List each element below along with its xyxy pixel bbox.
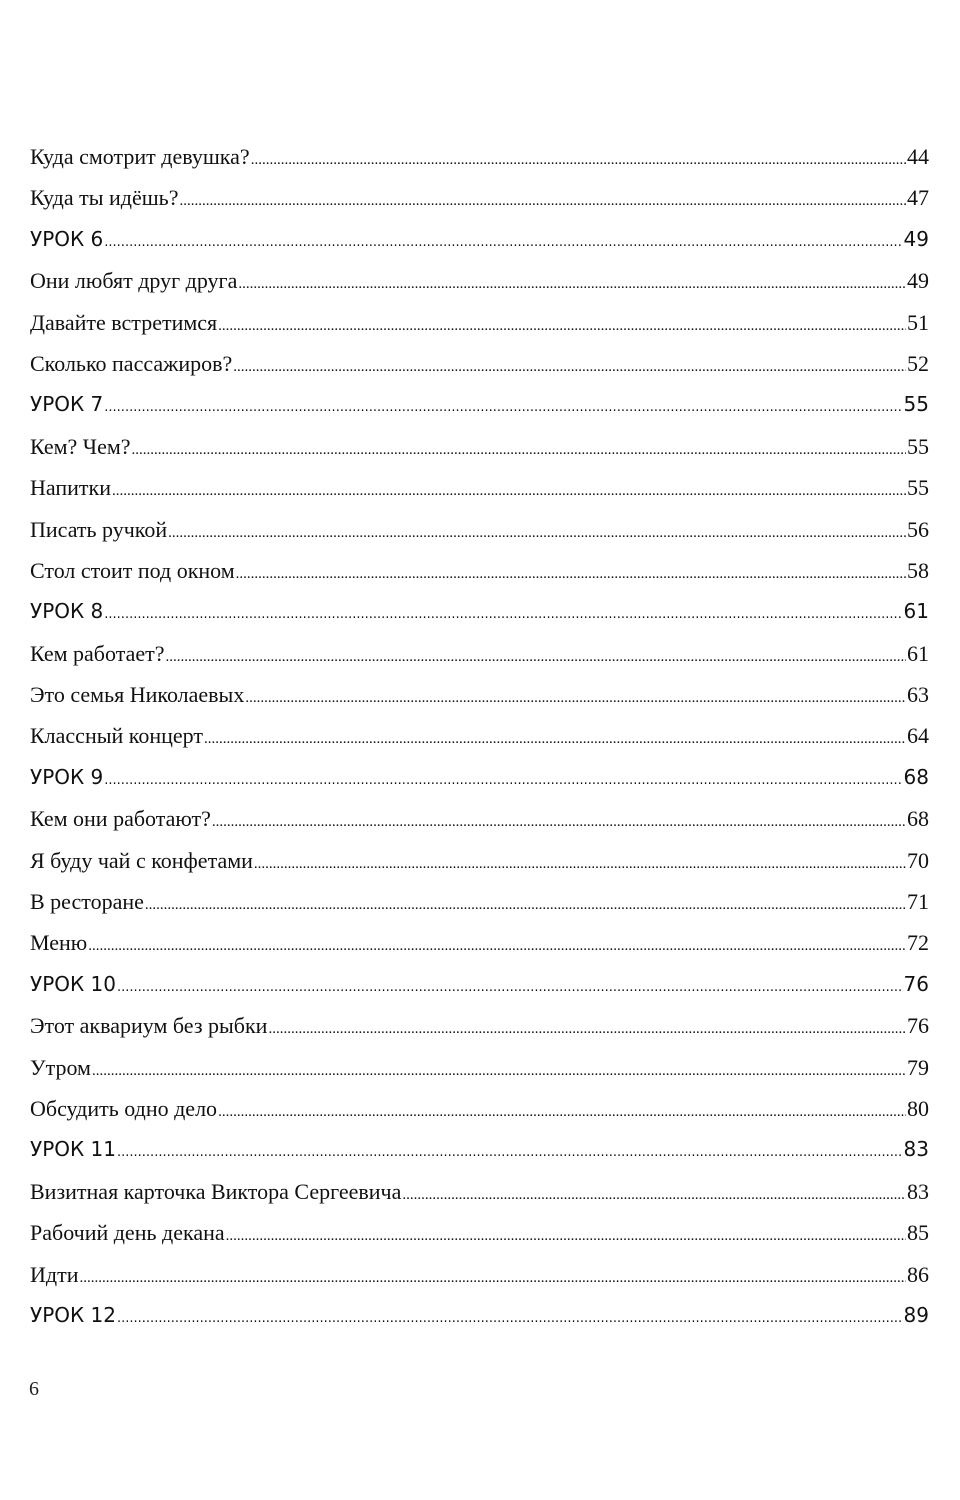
dot-leader — [254, 856, 906, 873]
toc-entry-title: УРОК 7 — [30, 392, 104, 417]
dot-leader — [233, 359, 906, 376]
dot-leader — [238, 276, 906, 293]
toc-entry[interactable] — [30, 889, 929, 930]
toc-entry[interactable] — [30, 185, 929, 226]
toc-entry[interactable] — [30, 434, 929, 475]
toc-entry-title: Идти — [30, 1261, 79, 1287]
toc-entry-title: Это семья Николаевых — [30, 682, 245, 708]
dot-leader — [402, 1187, 906, 1204]
toc-entry-page: 86 — [907, 1261, 929, 1287]
toc-entry-title: Напитки — [30, 475, 111, 501]
toc-entry[interactable] — [30, 641, 929, 682]
toc-entry-title: Кем они работают? — [30, 806, 211, 832]
toc-entry-page: 76 — [903, 971, 929, 996]
toc-entry-title: УРОК 11 — [30, 1137, 116, 1162]
toc-entry[interactable] — [30, 268, 929, 309]
dot-leader — [204, 731, 906, 748]
dot-leader — [92, 1063, 906, 1080]
dot-leader — [245, 690, 906, 707]
toc-entry-title: Я буду чай с конфетами — [30, 847, 253, 873]
toc-entry-page: 70 — [907, 847, 929, 873]
toc-entry-page: 68 — [903, 764, 929, 789]
toc-entry-title: Обсудить одно дело — [30, 1095, 218, 1121]
toc-entry-page: 55 — [907, 475, 929, 501]
toc-entry-page: 85 — [907, 1220, 929, 1246]
toc-entry-page: 76 — [907, 1013, 929, 1039]
toc-entry[interactable] — [30, 517, 929, 558]
toc-entry-page: 80 — [907, 1095, 929, 1121]
toc-entry[interactable] — [30, 1055, 929, 1096]
dot-leader — [179, 193, 906, 210]
dot-leader — [79, 1270, 906, 1287]
toc-entry-title: Куда смотрит девушка? — [30, 144, 250, 169]
toc-entry[interactable] — [30, 310, 929, 351]
toc-entry[interactable] — [30, 1013, 929, 1054]
toc-entry-page: 55 — [907, 433, 929, 459]
dot-leader — [236, 566, 906, 583]
toc-entry[interactable] — [30, 599, 929, 640]
toc-entry-title: Сколько пассажиров? — [30, 350, 233, 376]
toc-entry[interactable] — [30, 723, 929, 764]
toc-entry[interactable] — [30, 1096, 929, 1137]
toc-entry[interactable] — [30, 1220, 929, 1261]
toc-entry-title: Кем работает? — [30, 640, 165, 666]
dot-leader — [117, 1311, 903, 1326]
toc-entry-page: 63 — [907, 682, 929, 708]
dot-leader — [218, 1104, 906, 1121]
toc-entry-page: 44 — [907, 144, 929, 169]
toc-entry-title: УРОК 6 — [30, 226, 104, 251]
table-of-contents — [30, 144, 929, 1344]
dot-leader — [104, 773, 902, 788]
toc-entry[interactable] — [30, 144, 929, 185]
toc-entry-page: 55 — [903, 392, 929, 417]
toc-entry-page: 64 — [907, 723, 929, 749]
toc-entry-title: УРОК 8 — [30, 599, 104, 624]
toc-entry[interactable] — [30, 1179, 929, 1220]
toc-entry-title: Утром — [30, 1054, 91, 1080]
toc-entry[interactable] — [30, 848, 929, 889]
toc-entry[interactable] — [30, 765, 929, 806]
toc-entry-page: 49 — [903, 226, 929, 251]
toc-entry[interactable] — [30, 475, 929, 516]
toc-entry-title: В ресторане — [30, 889, 144, 915]
toc-entry-title: Классный концерт — [30, 723, 203, 749]
toc-entry-page: 47 — [907, 185, 929, 211]
toc-entry-title: УРОК 12 — [30, 1302, 116, 1327]
toc-entry[interactable] — [30, 351, 929, 392]
toc-entry[interactable] — [30, 392, 929, 433]
dot-leader — [218, 318, 906, 335]
toc-entry-title: УРОК 9 — [30, 764, 104, 789]
toc-entry[interactable] — [30, 930, 929, 971]
toc-entry-page: 71 — [907, 889, 929, 915]
toc-entry-page: 83 — [903, 1137, 929, 1162]
toc-entry[interactable] — [30, 806, 929, 847]
toc-entry-title: Они любят друг друга — [30, 268, 238, 294]
dot-leader — [168, 525, 906, 542]
toc-entry[interactable] — [30, 227, 929, 268]
toc-entry-title: Меню — [30, 930, 88, 956]
toc-entry-title: Писать ручкой — [30, 516, 168, 542]
toc-entry[interactable] — [30, 1303, 929, 1344]
dot-leader — [226, 1228, 906, 1245]
toc-entry-page: 49 — [907, 268, 929, 294]
toc-entry-title: Кем? Чем? — [30, 433, 131, 459]
toc-entry-page: 52 — [907, 350, 929, 376]
toc-entry-page: 61 — [907, 640, 929, 666]
toc-entry-page: 79 — [907, 1054, 929, 1080]
toc-entry-title: Стол стоит под окном — [30, 557, 235, 583]
toc-entry-page: 51 — [907, 309, 929, 335]
dot-leader — [112, 483, 906, 500]
dot-leader — [132, 442, 906, 459]
toc-entry-title: Визитная карточка Виктора Сергеевича — [30, 1178, 402, 1204]
toc-entry-title: Давайте встретимся — [30, 309, 218, 335]
toc-entry-title: Этот аквариум без рыбки — [30, 1013, 268, 1039]
toc-entry-page: 89 — [903, 1302, 929, 1327]
toc-entry[interactable] — [30, 972, 929, 1013]
toc-entry-page: 61 — [903, 599, 929, 624]
dot-leader — [268, 1021, 906, 1038]
dot-leader — [165, 649, 906, 666]
dot-leader — [251, 152, 906, 169]
toc-entry[interactable] — [30, 682, 929, 723]
page-number: 6 — [29, 1378, 39, 1400]
dot-leader — [145, 897, 906, 914]
dot-leader — [117, 980, 903, 995]
dot-leader — [104, 400, 902, 415]
toc-entry-page: 56 — [907, 516, 929, 542]
toc-entry-page: 58 — [907, 557, 929, 583]
dot-leader — [88, 938, 906, 955]
toc-entry-title: Куда ты идёшь? — [30, 185, 179, 211]
toc-entry-page: 72 — [907, 930, 929, 956]
dot-leader — [104, 235, 902, 250]
dot-leader — [104, 607, 902, 622]
toc-entry[interactable] — [30, 1262, 929, 1303]
toc-entry-page: 68 — [907, 806, 929, 832]
toc-entry-title: УРОК 10 — [30, 971, 116, 996]
dot-leader — [117, 1145, 903, 1160]
toc-entry-title: Рабочий день декана — [30, 1220, 225, 1246]
toc-entry[interactable] — [30, 558, 929, 599]
dot-leader — [212, 814, 906, 831]
toc-entry[interactable] — [30, 1137, 929, 1178]
toc-entry-page: 83 — [907, 1178, 929, 1204]
